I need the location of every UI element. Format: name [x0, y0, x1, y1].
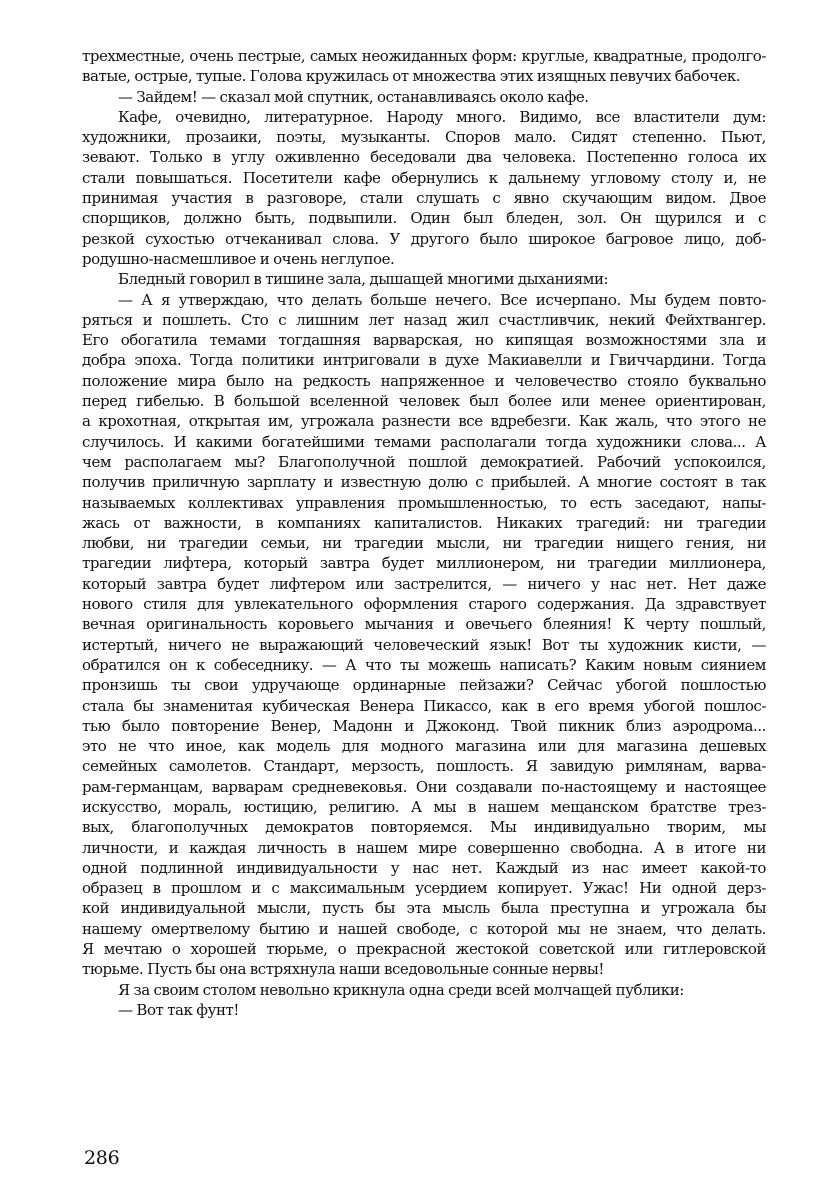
text-line: — А я утверждаю, что делать больше нечего. Все исчерпано. Мы будем повто-: [118, 290, 766, 309]
text-line: перед гибелью. В большой вселенной человек был более или менее ориентирован,: [82, 392, 766, 411]
text-line: принимая участия в разговоре, стали слушать с явно скучающим видом. Двое: [82, 189, 766, 208]
text-line: называемых коллективах управления промышленностью, то есть заседают, напы-: [82, 493, 766, 512]
page-text-block: [82, 46, 766, 1020]
text-line: рам-германцам, варварам средневековья. Они создавали по-настоящему и настоящее: [82, 777, 766, 796]
page-number: 286: [84, 1147, 120, 1169]
text-line: трехместные, очень пестрые, самых неожиданных форм: круглые, квадратные, продолго-: [82, 47, 766, 65]
text-line: тью было повторение Венер, Мадонн и Джоконд. Твой пикник близ аэродрома...: [82, 716, 766, 735]
text-line: искусство, мораль, юстицию, религию. А мы в нашем мещанском братстве трез-: [82, 797, 766, 816]
text-line: который завтра будет лифтером или застрелится, — ничего у нас нет. Нет даже: [82, 574, 766, 593]
text-line: тюрьме. Пусть бы она встряхнула наши вседовольные сонные нервы!: [82, 960, 604, 979]
text-line: пронзишь ты свои удручающе ординарные пейзажи? Сейчас убогой пошлостью: [82, 676, 766, 695]
text-line: нового стиля для увлекательного оформления старого содержания. Да здравствует: [82, 595, 766, 614]
text-line: образец в прошлом и с максимальным усердием копирует. Ужас! Ни одной дерз-: [82, 879, 766, 898]
text-line: получив приличную зарплату и известную долю с прибылей. А многие состоят в так: [82, 473, 766, 492]
text-line: родушно-насмешливое и очень неглупое.: [82, 249, 395, 268]
text-line: истертый, ничего не выражающий человеческий язык! Вот ты художник кисти, —: [82, 635, 766, 654]
text-line: случилось. И какими богатейшими темами располагали тогда художники слова... А: [82, 432, 766, 451]
text-line: Кафе, очевидно, литературное. Народу много. Видимо, все властители дум:: [118, 107, 766, 126]
text-line: трагедии лифтера, который завтра будет миллионером, ни трагедии миллионера,: [82, 554, 766, 573]
text-line: — Зайдем! — сказал мой спутник, останавливаясь около кафе.: [118, 87, 589, 106]
text-line: зевают. Только в углу оживленно беседовали два человека. Постепенно голоса их: [82, 148, 766, 167]
text-line: Его обогатила темами тогдашняя варварская, но кипящая возможностями зла и: [82, 331, 766, 350]
text-line: кой индивидуальной мысли, пусть бы эта мысль была преступна и угрожала бы: [82, 899, 766, 918]
text-line: спорщиков, должно быть, подвыпили. Один был бледен, зол. Он щурился и с: [82, 209, 766, 228]
text-line: ряться и пошлеть. Сто с лишним лет назад жил счастливчик, некий Фейхтвангер.: [82, 310, 766, 329]
text-line: добра эпоха. Тогда политики интриговали в духе Макиавелли и Гвиччардини. Тогда: [82, 351, 766, 370]
text-line: Я мечтаю о хорошей тюрьме, о прекрасной жестокой советской или гитлеровской: [82, 940, 766, 959]
text-line: Бледный говорил в тишине зала, дышащей многими дыханиями:: [118, 270, 609, 289]
text-line: — Вот так фунт!: [118, 1000, 239, 1019]
text-line: Я за своим столом невольно крикнула одна среди всей молчащей публики:: [118, 980, 684, 999]
text-line: а крохотная, открытая им, угрожала разнести все вдребезги. Как жаль, что этого не: [82, 412, 766, 431]
text-line: это не что иное, как модель для модного магазина или для магазина дешевых: [82, 737, 766, 756]
text-line: одной подлинной индивидуальности у нас нет. Каждый из нас имеет какой-то: [82, 858, 766, 877]
text-line: стала бы знаменитая кубическая Венера Пикассо, как в его время убогой пошлос-: [82, 696, 766, 715]
text-line: ватые, острые, тупые. Голова кружилась от множества этих изящных певучих бабочек.: [82, 67, 741, 86]
text-line: резкой сухостью отчеканивал слова. У другого было широкое багровое лицо, доб-: [82, 229, 766, 248]
text-line: чем располагаем мы? Благополучной пошлой демократией. Рабочий успокоился,: [82, 452, 766, 471]
text-line: положение мира было на редкость напряженное и человечество стояло буквально: [82, 371, 766, 390]
text-line: жась от важности, в компаниях капиталистов. Никаких трагедий: ни трагедии: [82, 513, 766, 532]
text-line: стали повышаться. Посетители кафе обернулись к дальнему угловому столу и, не: [82, 168, 766, 187]
text-line: вечная оригинальность коровьего мычания и овечьего блеяния! К черту пошлый,: [82, 615, 766, 634]
text-line: личности, и каждая личность в нашем мире совершенно свободна. А в итоге ни: [82, 838, 766, 857]
text-line: вых, благополучных демократов повторяемся. Мы индивидуально творим, мы: [82, 818, 766, 837]
text-line: любви, ни трагедии семьи, ни трагедии мысли, ни трагедии нищего гения, ни: [82, 534, 766, 553]
text-line: художники, прозаики, поэты, музыканты. Споров мало. Сидят степенно. Пьют,: [82, 128, 766, 147]
text-line: нашему омертвелому бытию и нашей свободе, с которой мы не знаем, что делать.: [82, 919, 766, 938]
text-line: семейных самолетов. Стандарт, мерзость, пошлость. Я завидую римлянам, варва-: [82, 757, 766, 776]
text-line: обратился он к собеседнику. — А что ты можешь написать? Каким новым сиянием: [82, 655, 766, 674]
